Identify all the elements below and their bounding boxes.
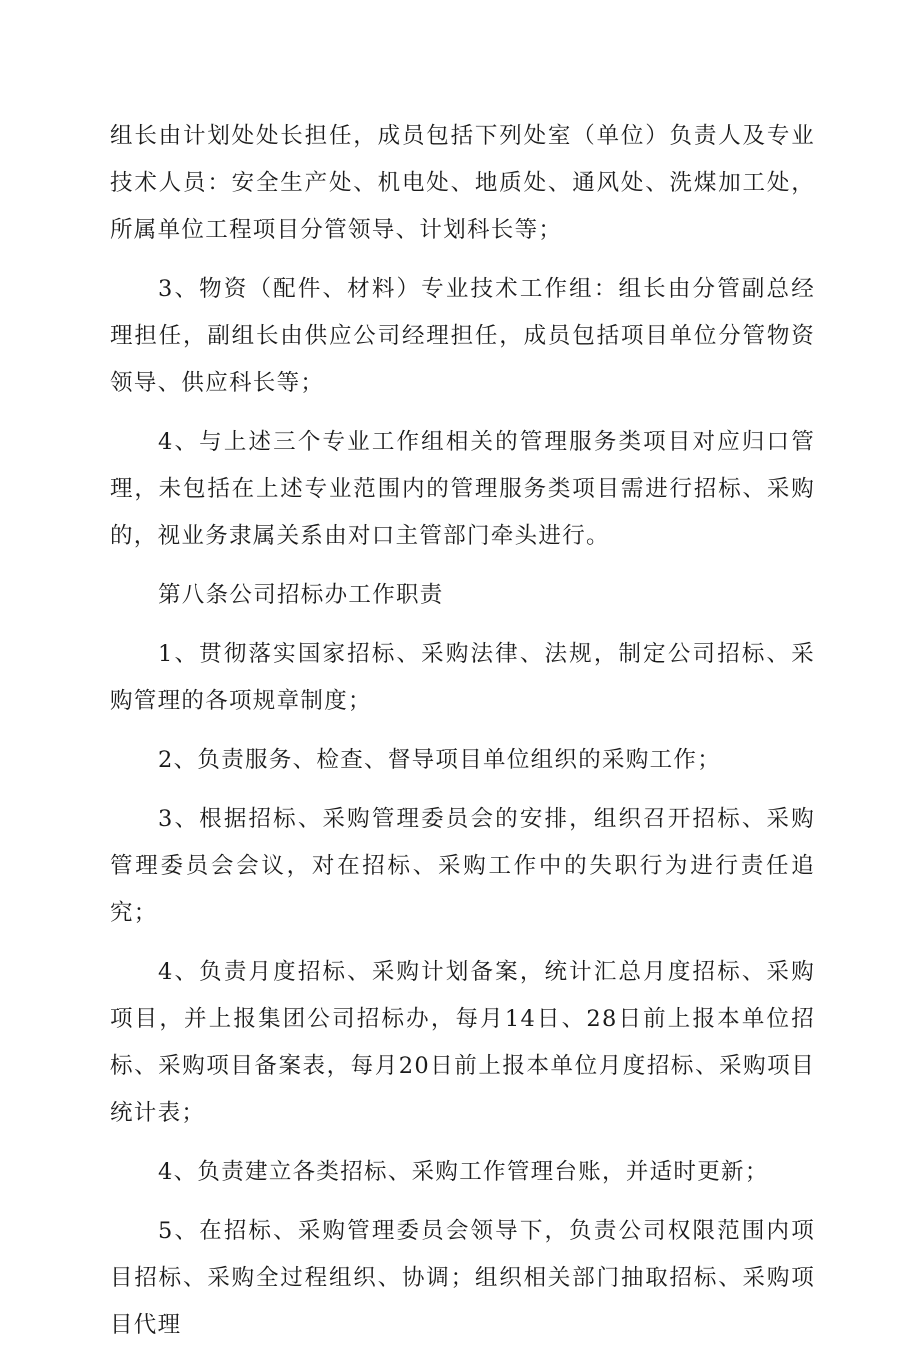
duty-item-2: 2、负责服务、检查、督导项目单位组织的采购工作； — [158, 747, 722, 773]
paragraph-continuation: 组长由计划处处长担任，成员包括下列处室（单位）负责人及专业技术人员：安全生产处、机电处、地质处、通风处、洗煤加工处，所属单位工程项目分管领导、计划科长等； — [110, 123, 815, 243]
duty-item-1: 1、贯彻落实国家招标、采购法律、法规，制定公司招标、采购管理的各项规章制度； — [110, 641, 815, 714]
duty-item-5: 5、在招标、采购管理委员会领导下，负责公司权限范围内项目招标、采购全过程组织、协调；组织相关部门抽取招标、采购项目代理 — [110, 1218, 815, 1338]
paragraph-materials-group: 3、物资（配件、材料）专业技术工作组：组长由分管副总经理担任，副组长由供应公司经理担任，成员包括项目单位分管物资领导、供应科长等； — [110, 276, 815, 396]
duty-item-3: 3、根据招标、采购管理委员会的安排，组织召开招标、采购管理委员会会议，对在招标、采购工作中的失职行为进行责任追究； — [110, 806, 815, 926]
duty-item-4b: 4、负责建立各类招标、采购工作管理台账，并适时更新； — [158, 1159, 769, 1185]
duty-item-4a: 4、负责月度招标、采购计划备案，统计汇总月度招标、采购项目，并上报集团公司招标办，每月14日、28日前上报本单位招标、采购项目备案表，每月20日前上报本单位月度招标、采购项目统计表； — [110, 959, 815, 1126]
article-8-heading: 第八条公司招标办工作职责 — [158, 582, 444, 608]
document-body — [110, 113, 815, 1349]
paragraph-service-projects: 4、与上述三个专业工作组相关的管理服务类项目对应归口管理，未包括在上述专业范围内的管理服务类项目需进行招标、采购的，视业务隶属关系由对口主管部门牵头进行。 — [110, 429, 815, 549]
